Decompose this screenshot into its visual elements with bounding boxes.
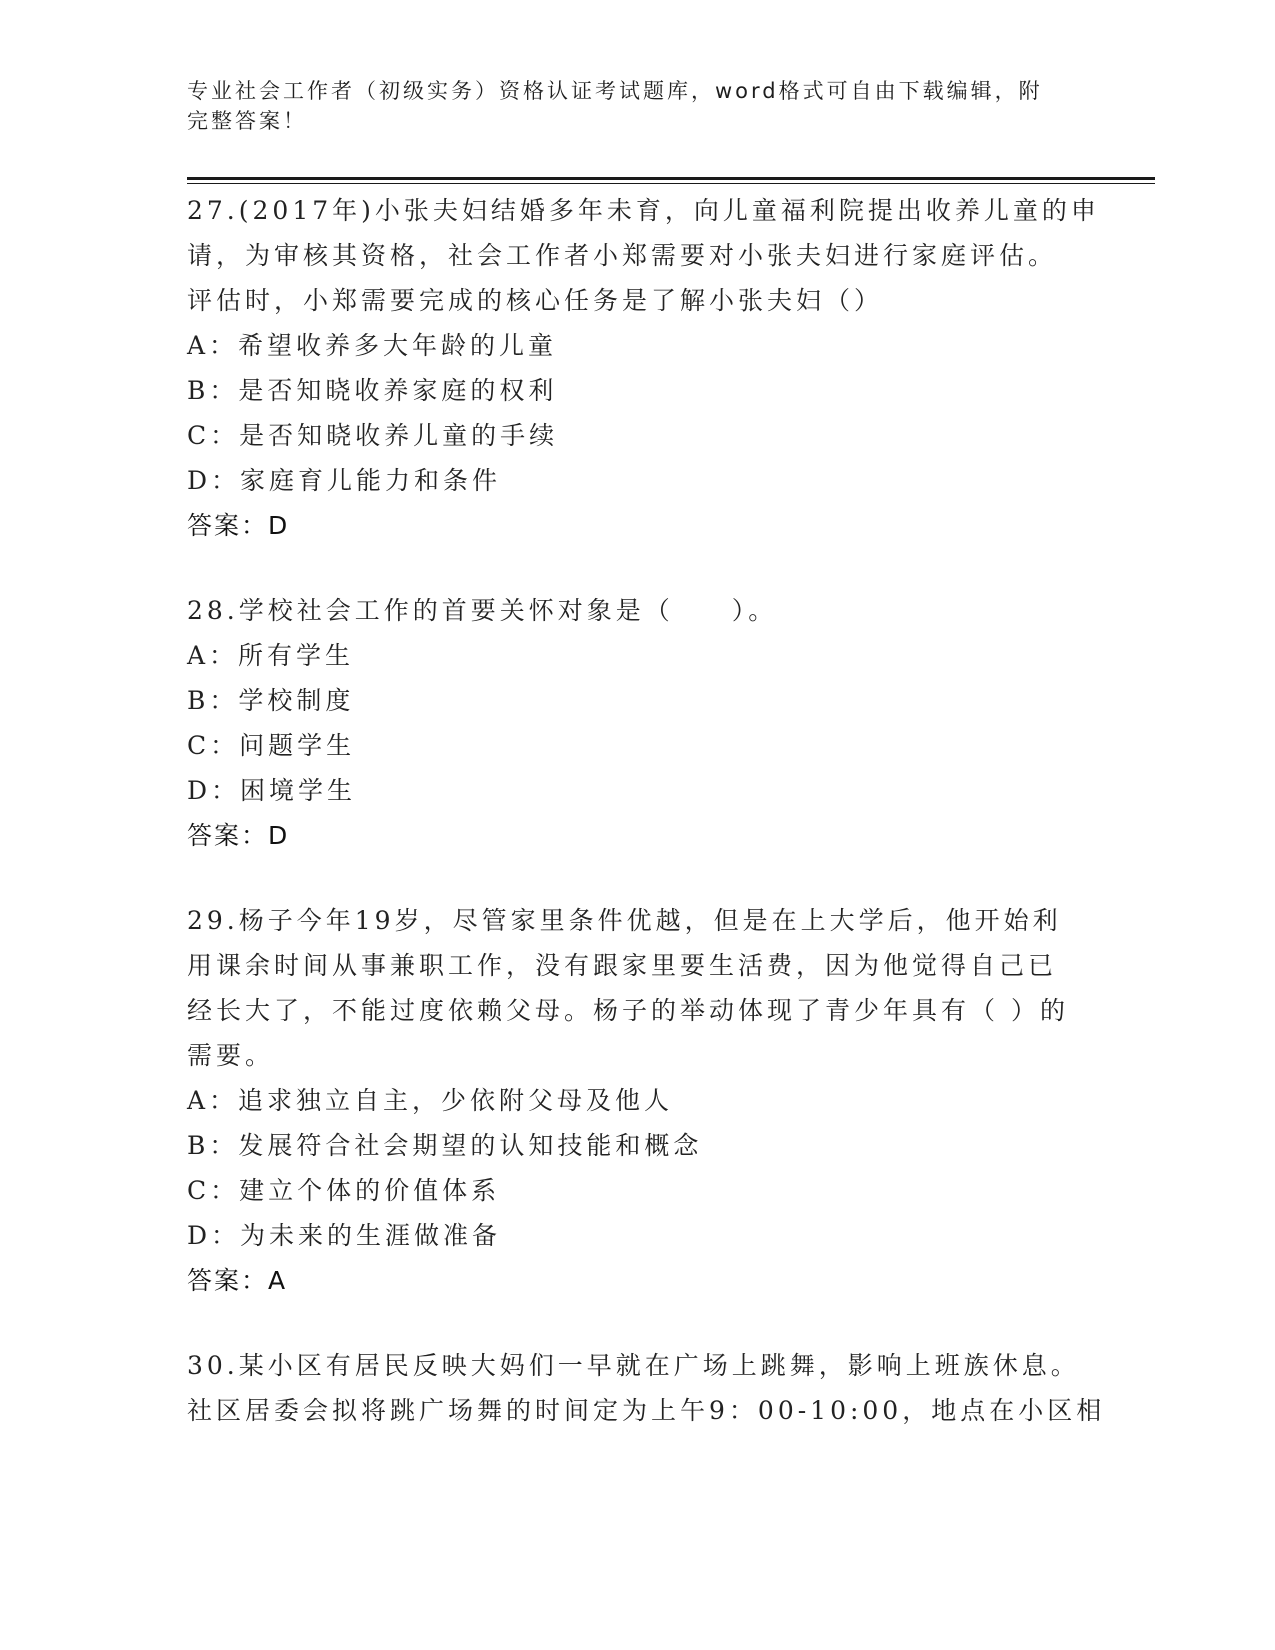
question-stem-line: 评估时，小郑需要完成的核心任务是了解小张夫妇（） [187, 286, 884, 315]
question-stem-line: 社区居委会拟将跳广场舞的时间定为上午9：00-10:00，地点在小区相 [187, 1396, 1106, 1425]
question-list [187, 188, 1106, 1473]
option-a: A：希望收养多大年龄的儿童 [187, 331, 558, 360]
question-stem-line: 用课余时间从事兼职工作，没有跟家里要生活费，因为他觉得自己已 [187, 951, 1058, 980]
option-d: D：家庭育儿能力和条件 [187, 466, 502, 495]
answer-text: 答案：A [187, 1266, 288, 1295]
answer-text: 答案：D [187, 511, 290, 540]
option-a: A：追求独立自主，少依附父母及他人 [187, 1086, 674, 1115]
answer-text: 答案：D [187, 821, 290, 850]
question-stem-line: 28.学校社会工作的首要关怀对象是（ ）。 [187, 596, 778, 625]
question-stem-line: 需要。 [187, 1041, 275, 1070]
question-29 [187, 898, 1087, 1303]
option-c: C：是否知晓收养儿童的手续 [187, 421, 559, 450]
question-30 [187, 1343, 1106, 1433]
header-divider-thick [187, 177, 1155, 180]
question-28 [187, 588, 1087, 858]
question-stem-line: 30.某小区有居民反映大妈们一早就在广场上跳舞，影响上班族休息。 [187, 1351, 1080, 1380]
option-b: B：学校制度 [187, 686, 355, 715]
question-27 [187, 188, 1100, 548]
option-c: C：问题学生 [187, 731, 356, 760]
option-d: D：为未来的生涯做准备 [187, 1221, 502, 1250]
option-b: B：发展符合社会期望的认知技能和概念 [187, 1131, 703, 1160]
question-stem-line: 请，为审核其资格，社会工作者小郑需要对小张夫妇进行家庭评估。 [187, 241, 1058, 270]
document-header [187, 76, 1067, 136]
question-stem-line: 经长大了，不能过度依赖父母。杨子的举动体现了青少年具有（ ）的 [187, 996, 1069, 1025]
header-divider-thin [187, 183, 1155, 184]
option-a: A：所有学生 [187, 641, 355, 670]
option-c: C：建立个体的价值体系 [187, 1176, 501, 1205]
header-line-2: 完整答案！ [187, 109, 307, 133]
header-line-1: 专业社会工作者（初级实务）资格认证考试题库，word格式可自由下载编辑，附 [187, 79, 1043, 103]
option-d: D：困境学生 [187, 776, 357, 805]
option-b: B：是否知晓收养家庭的权利 [187, 376, 558, 405]
question-stem-line: 27.(2017年)小张夫妇结婚多年未育，向儿童福利院提出收养儿童的申 [187, 196, 1100, 225]
question-stem-line: 29.杨子今年19岁，尽管家里条件优越，但是在上大学后，他开始利 [187, 906, 1062, 935]
